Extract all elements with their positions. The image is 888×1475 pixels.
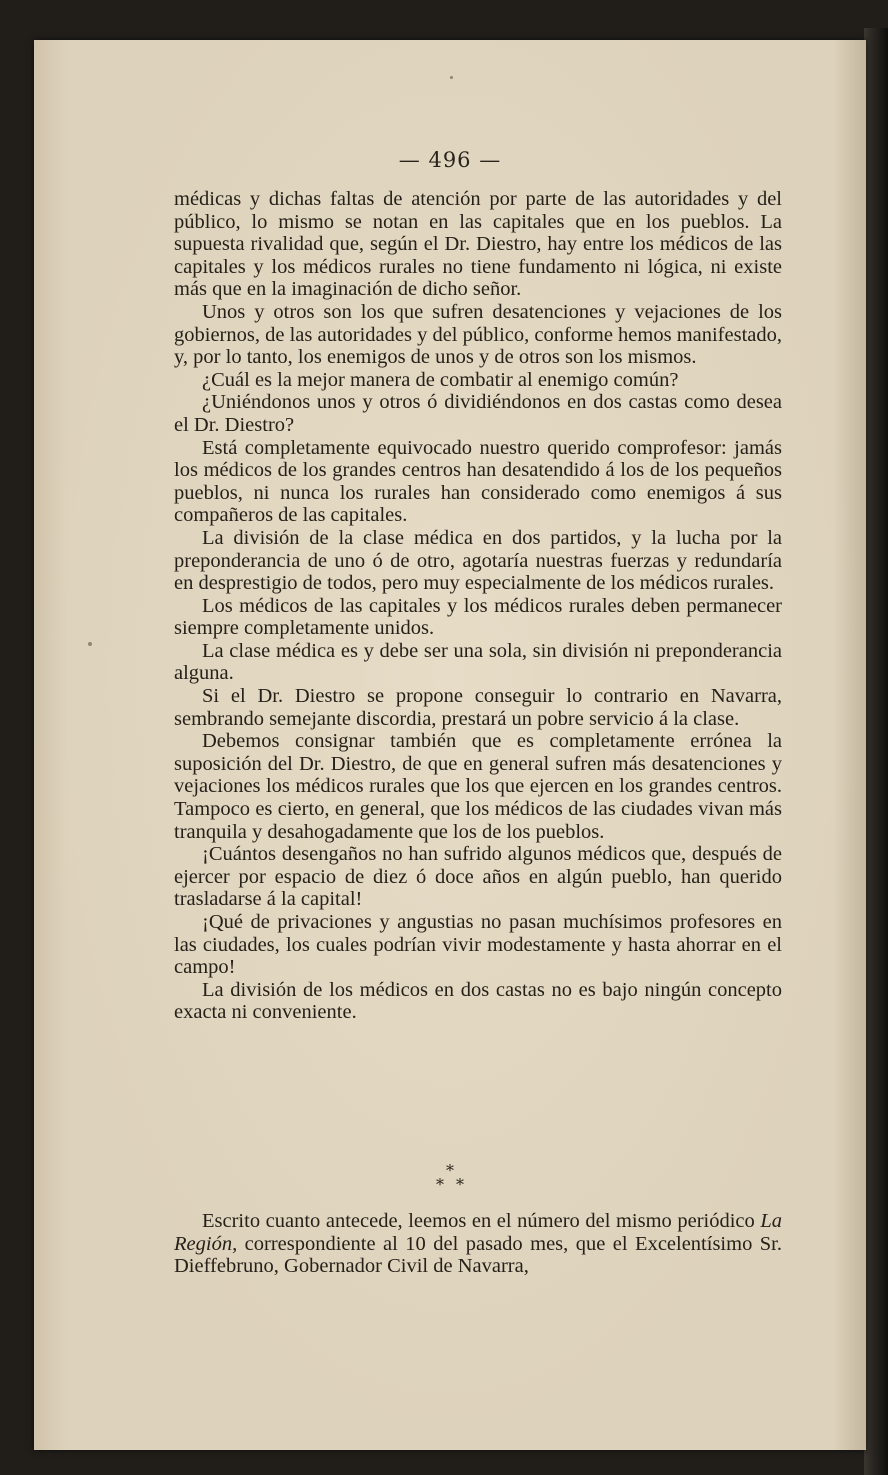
body-text: [174, 188, 782, 1024]
paragraph: ¿Uniéndonos unos y otros ó dividiéndonos en dos castas como desea el Dr. Diestro?: [174, 391, 782, 436]
book-page: [34, 40, 866, 1450]
closing-paragraph: [174, 1210, 782, 1278]
separator-asterisk-top: *: [446, 1161, 454, 1180]
paper-speck: [450, 76, 453, 79]
paragraph: La división de los médicos en dos castas no es bajo ningún concepto exacta ni conveniente.: [174, 978, 782, 1024]
paragraph: Debemos consignar también que es completamente errónea la suposición del Dr. Diestro, de que en general sufren más desatenciones y vejaciones los médicos rurales que los que ejercen en los grandes centros. Tampoco es cierto, en general, que los médicos de las ciudades vivan más tranquila y desahogadamente que los de los pueblos.: [174, 730, 782, 843]
paragraph: Unos y otros son los que sufren desatenciones y vejaciones de los gobiernos, de las autoridades y del público, conforme hemos manifestado, y, por lo tanto, los enemigos de unos y de otros son los mismos.: [174, 300, 783, 369]
paragraph: Los médicos de las capitales y los médicos rurales deben permanecer siempre completamente unidos.: [174, 594, 782, 640]
periodical-title: La Región,: [174, 1210, 782, 1255]
separator-asterisks-bottom: **: [436, 1175, 476, 1194]
closing-text-before: Escrito cuanto antecede, leemos en el número del mismo periódico: [202, 1210, 761, 1232]
book-gutter: [864, 28, 888, 1475]
paragraph: Si el Dr. Diestro se propone conseguir lo contrario en Navarra, sembrando semejante discordia, prestará un pobre servicio á la clase.: [174, 685, 782, 730]
closing-text-after: correspondiente al 10 del pasado mes, que el Excelentísimo Sr. Dieffebruno, Gobernador Civil de Navarra,: [174, 1232, 782, 1278]
closing-paragraph-block: [174, 1210, 782, 1278]
paragraph: La división de la clase médica en dos partidos, y la lucha por la preponderancia de uno ó de otro, agotaría nuestras fuerzas y redundaría en desprestigio de todos, pero muy especialmente de los médicos rurales.: [174, 526, 782, 595]
page-number: — 496 —: [398, 148, 502, 172]
paragraph: ¿Cuál es la mejor manera de combatir al enemigo común?: [202, 368, 679, 391]
paragraph: ¡Cuántos desengaños no han sufrido algunos médicos que, después de ejercer por espacio de diez ó doce años en algún pueblo, han querido trasladarse á la capital!: [174, 843, 782, 911]
paper-speck: [88, 642, 92, 646]
paragraph: ¡Qué de privaciones y angustias no pasan muchísimos profesores en las ciudades, los cuales podrían vivir modestamente y hasta ahorrar en el campo!: [174, 911, 782, 979]
paragraph: Está completamente equivocado nuestro querido comprofesor: jamás los médicos de los grandes centros han desatendido á los de los pequeños pueblos, ni nunca los rurales han considerado como enemigos á sus compañeros de las capitales.: [174, 436, 782, 527]
paragraph: médicas y dichas faltas de atención por parte de las autoridades y del público, lo mismo se notan en las capitales que en los pueblos. La supuesta rivalidad que, según el Dr. Diestro, hay entre los médicos de las capitales y los médicos rurales no tiene fundamento ni lógica, ni existe más que en la imaginación de dicho señor.: [174, 188, 782, 301]
section-separator: [34, 1161, 866, 1194]
paragraph: La clase médica es y debe ser una sola, sin división ni preponderancia alguna.: [174, 639, 782, 685]
